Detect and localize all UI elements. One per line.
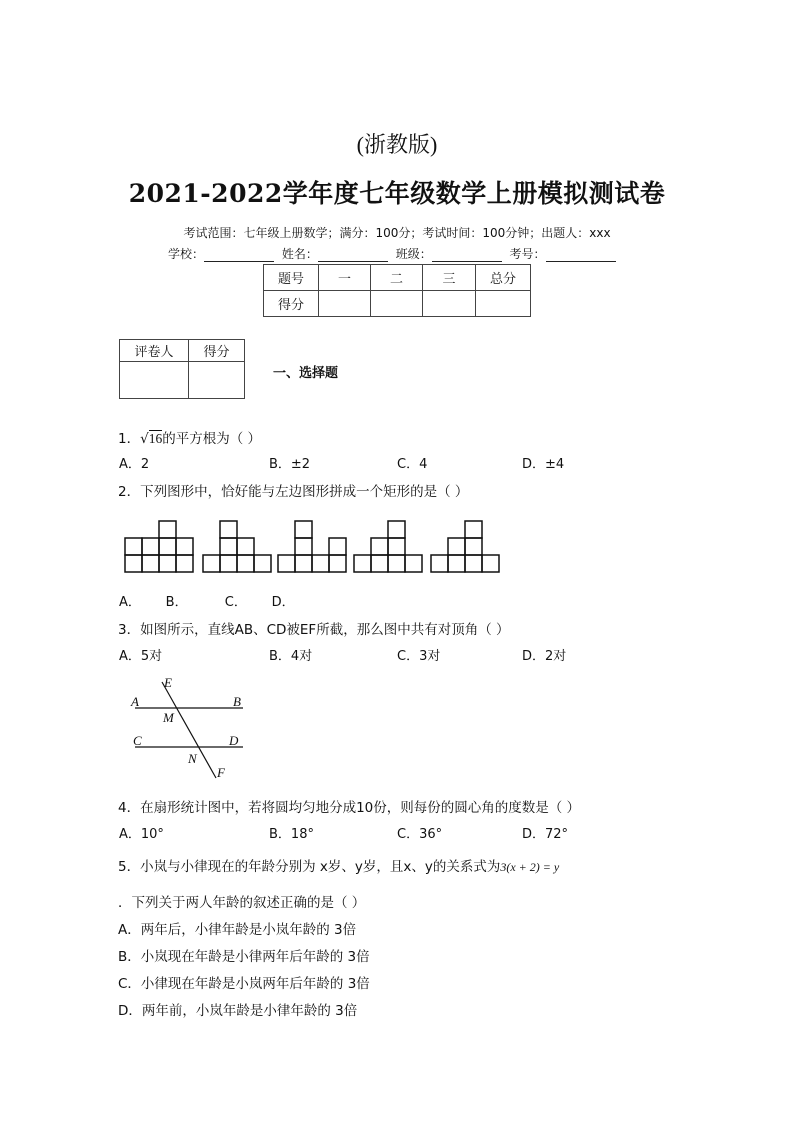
score-cell[interactable]: [319, 291, 371, 317]
label-b: B: [233, 694, 241, 709]
figure-option-b: [278, 521, 346, 572]
q4-option-a[interactable]: A．10°: [119, 827, 164, 842]
score-cell[interactable]: [423, 291, 476, 317]
question-5: 5．小岚与小律现在的年龄分别为 x岁、y岁，且x、y的关系式为3(x + 2) = y: [118, 859, 560, 875]
question-1: 1．√16的平方根为（ ）: [118, 431, 261, 447]
q1-option-b[interactable]: B．±2: [269, 457, 311, 472]
score-header-cell: 总分: [476, 265, 531, 291]
school-blank[interactable]: [204, 249, 274, 262]
q1-option-c[interactable]: C．4: [397, 457, 428, 472]
class-blank[interactable]: [432, 249, 502, 262]
q3-figure: [125, 672, 255, 784]
grader-header: 评卷人: [120, 340, 189, 362]
name-blank[interactable]: [318, 249, 388, 262]
q3-option-d[interactable]: D．2对: [522, 649, 567, 664]
q5-choice-b[interactable]: B．小岚现在年龄是小律两年后年龄的 3倍: [118, 949, 370, 965]
figure-option-d: [431, 521, 499, 572]
q2-options[interactable]: A． B． C． D．: [119, 595, 295, 610]
q5-formula: 3(x + 2) = y: [500, 860, 560, 874]
q4-option-b[interactable]: B．18°: [269, 827, 314, 842]
q5-choice-d[interactable]: D．两年前，小岚年龄是小律年龄的 3倍: [118, 1003, 358, 1019]
exam-title: 2021-2022学年度七年级数学上册模拟测试卷: [128, 179, 666, 208]
label-e: E: [164, 675, 172, 690]
school-label: 学校：: [168, 247, 205, 261]
sqrt-radicand: 16: [148, 431, 163, 446]
q2-figures: [120, 518, 505, 578]
figure-option-c: [354, 521, 422, 572]
exam-info: 考试范围：七年级上册数学；满分：100分；考试时间：100分钟；出题人：xxx: [183, 226, 611, 240]
question-2: 2．下列图形中，恰好能与左边图形拼成一个矩形的是（ ）: [118, 484, 469, 500]
score-header-cell: 二: [371, 265, 423, 291]
q3-option-b[interactable]: B．4对: [269, 649, 313, 664]
score-cell[interactable]: [476, 291, 531, 317]
score-header-cell: 一: [319, 265, 371, 291]
label-d: D: [229, 733, 239, 748]
q4-option-c[interactable]: C．36°: [397, 827, 443, 842]
exam-number-blank[interactable]: [546, 249, 616, 262]
question-5-continuation: ．下列关于两人年龄的叙述正确的是（ ）: [118, 895, 366, 911]
class-label: 班级：: [395, 247, 432, 261]
score-row-label: 得分: [264, 291, 319, 317]
grader-score-header: 得分: [189, 340, 245, 362]
q5-choice-a[interactable]: A．两年后，小律年龄是小岚年龄的 3倍: [118, 922, 357, 938]
label-m: M: [163, 710, 174, 725]
label-a: A: [131, 694, 139, 709]
q1-option-d[interactable]: D．±4: [522, 457, 565, 472]
score-cell[interactable]: [371, 291, 423, 317]
label-f: F: [217, 765, 225, 780]
name-label: 姓名：: [281, 247, 318, 261]
q3-option-a[interactable]: A．5对: [119, 649, 163, 664]
grader-table: [119, 339, 245, 399]
student-fields: [168, 245, 616, 262]
grader-score-cell[interactable]: [189, 362, 245, 399]
q4-option-d[interactable]: D．72°: [522, 827, 569, 842]
grader-cell[interactable]: [120, 362, 189, 399]
figure-option-a: [203, 521, 271, 572]
question-3: 3．如图所示，直线AB、CD被EF所截，那么图中共有对顶角（ ）: [118, 622, 510, 638]
question-4: 4．在扇形统计图中，若将圆均匀地分成10份，则每份的圆心角的度数是（ ）: [118, 800, 581, 816]
figure-left: [125, 521, 193, 572]
section-title: 一、选择题: [273, 366, 339, 381]
q3-option-c[interactable]: C．3对: [397, 649, 441, 664]
score-header-cell: 三: [423, 265, 476, 291]
q1-option-a[interactable]: A．2: [119, 457, 150, 472]
label-c: C: [133, 733, 142, 748]
sqrt-symbol: √: [140, 431, 149, 447]
edition-label: (浙教版): [356, 132, 438, 157]
q5-choice-c[interactable]: C．小律现在年龄是小岚两年后年龄的 3倍: [118, 976, 370, 992]
score-table: [263, 264, 531, 317]
exam-number-label: 考号：: [509, 247, 546, 261]
label-n: N: [188, 751, 197, 766]
score-header-cell: 题号: [264, 265, 319, 291]
